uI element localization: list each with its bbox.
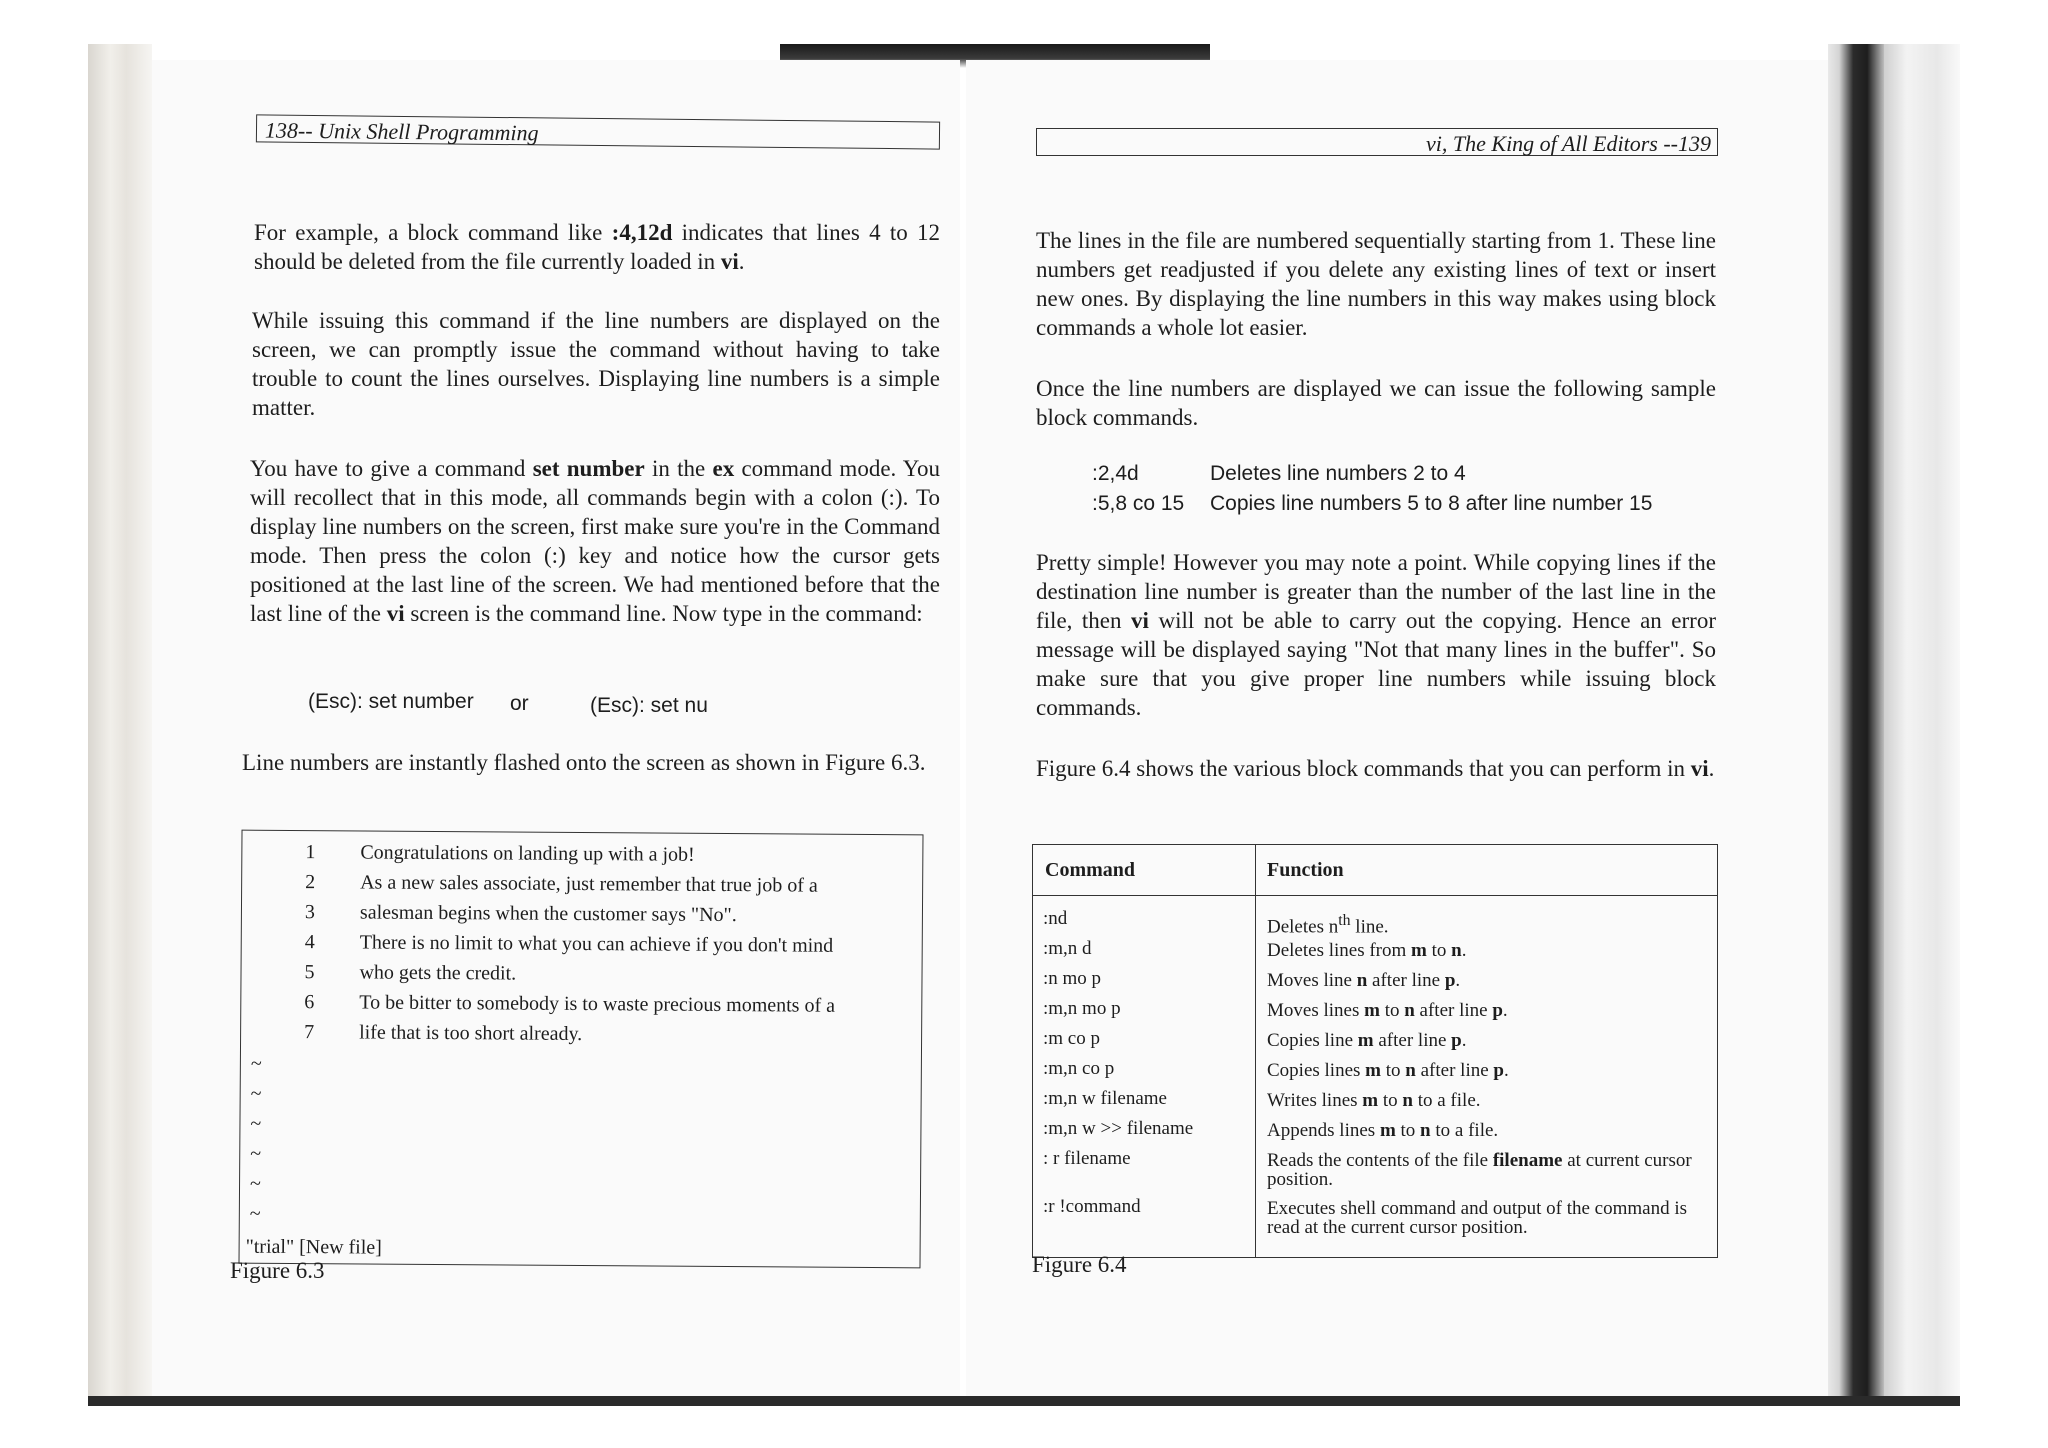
table-cell-function: Deletes lines from m to n. — [1267, 940, 1467, 961]
table-cell-command: :nd — [1043, 908, 1068, 929]
text: . — [738, 249, 745, 274]
column-divider — [1255, 845, 1256, 1257]
table-cell-command: :m co p — [1043, 1028, 1100, 1049]
table-cell-command: :m,n mo p — [1043, 998, 1121, 1019]
bold-text: vi — [720, 249, 739, 274]
right-paragraph-2: Once the line numbers are displayed we can issue the following sample block commands. — [1036, 376, 1716, 430]
bold-text: vi — [1690, 756, 1709, 781]
table-cell-command: :m,n w >> filename — [1043, 1118, 1194, 1139]
table-cell-function: Writes lines m to n to a file. — [1267, 1090, 1481, 1111]
left-running-head-text: 138-- Unix Shell Programming — [264, 117, 539, 146]
table-cell-command: :m,n co p — [1043, 1058, 1115, 1079]
line-text: As a new sales associate, just remember that true job of a — [360, 871, 818, 897]
table-cell-function: Copies line m after line p. — [1267, 1030, 1467, 1051]
tilde-marker: ~ — [249, 1172, 261, 1195]
left-running-head — [256, 114, 940, 149]
table-cell-function: Moves line n after line p. — [1267, 970, 1461, 991]
header-divider — [1033, 895, 1717, 896]
text: indicates that lines 4 to 12 should be deleted from the file currently loaded in — [254, 220, 940, 274]
sample-command-2: :5,8 co 15 — [1092, 492, 1185, 515]
sample-desc-1: Deletes line numbers 2 to 4 — [1210, 462, 1466, 485]
right-running-head-text: vi, The King of All Editors --139 — [1426, 131, 1711, 156]
bold-text: set number — [532, 456, 645, 481]
page-stack — [1884, 44, 1960, 1406]
scan-left-edge — [88, 44, 152, 1404]
text: command mode. You will recollect that in this mode, all commands begin with a colon (:). To display line numbers on the screen, first make sure you're in the Command mode. Then press the colon (:) key and notice how the cursor gets positioned at the last line of the screen. We had mentioned before that the last line of the — [250, 456, 940, 626]
right-page — [966, 60, 1828, 1396]
line-text: who gets the credit. — [359, 961, 517, 985]
line-number: 7 — [304, 1021, 315, 1044]
table-cell-function: Executes shell command and output of the command is read at the current cursor position. — [1267, 1198, 1688, 1238]
left-paragraph-2: While issuing this command if the line numbers are displayed on the screen, we can promptly issue the command without having to take trouble to count the lines ourselves. Displaying line numbers is a simple matter. — [252, 308, 940, 420]
table-cell-command: :n mo p — [1043, 968, 1102, 989]
left-paragraph-4: Line numbers are instantly flashed onto the screen as shown in Figure 6.3. — [242, 750, 926, 775]
text: Figure 6.4 shows the various block commands that you can perform in — [1036, 756, 1691, 781]
bold-text: vi — [386, 601, 405, 626]
bold-text: vi — [1131, 608, 1149, 633]
status-line: "trial" [New file] — [245, 1235, 382, 1259]
figure-6-3-terminal — [238, 830, 923, 1269]
book-right-edge — [1828, 44, 1884, 1406]
command-example-2: (Esc): set nu — [590, 694, 708, 717]
tilde-marker: ~ — [250, 1052, 262, 1075]
scan-bottom-edge — [88, 1396, 1960, 1406]
table-cell-command: : r filename — [1043, 1148, 1131, 1169]
command-example-or: or — [510, 692, 529, 715]
left-paragraph-3 — [250, 454, 940, 628]
right-paragraph-4 — [1036, 754, 1716, 783]
tilde-marker: ~ — [250, 1112, 262, 1135]
right-paragraph-1: The lines in the file are numbered sequentially starting from 1. These line numbers get readjusted if you delete any existing lines of text or insert new ones. By displaying the line numbers in this way makes using block commands a whole lot easier. — [1036, 228, 1716, 340]
bold-text: ex — [712, 456, 735, 481]
tilde-marker: ~ — [250, 1082, 262, 1105]
table-cell-command: :r !command — [1043, 1196, 1141, 1217]
table-cell-command: :m,n d — [1043, 938, 1092, 959]
line-number: 1 — [305, 841, 316, 864]
line-text: There is no limit to what you can achieve if you don't mind — [359, 931, 834, 957]
text: in the — [644, 456, 713, 481]
line-text: To be bitter to somebody is to waste precious moments of a — [359, 991, 836, 1017]
left-page — [152, 60, 960, 1396]
tilde-marker: ~ — [249, 1202, 261, 1225]
figure-6-4-caption: Figure 6.4 — [1032, 1252, 1127, 1277]
sample-command-1: :2,4d — [1092, 462, 1139, 485]
table-cell-command: :m,n w filename — [1043, 1088, 1167, 1109]
column-header-command: Command — [1045, 859, 1136, 881]
line-text: Congratulations on landing up with a job! — [360, 841, 695, 866]
text: . — [1708, 756, 1715, 781]
right-running-head — [1036, 128, 1718, 156]
text: Pretty simple! However you may note a point. While copying lines if the destination line number is greater than the number of the last line in the file, then — [1036, 550, 1716, 633]
table-cell-function: Copies lines m to n after line p. — [1267, 1060, 1509, 1081]
text: screen is the command line. Now type in the command: — [404, 601, 923, 626]
figure-6-4-table — [1032, 844, 1718, 1258]
line-number: 2 — [305, 871, 316, 894]
table-cell-function: Appends lines m to n to a file. — [1267, 1120, 1499, 1141]
line-text: life that is too short already. — [359, 1021, 583, 1046]
line-number: 4 — [304, 931, 315, 954]
line-text: salesman begins when the customer says "No". — [359, 901, 737, 927]
left-paragraph-1 — [254, 218, 940, 276]
right-paragraph-3 — [1036, 548, 1716, 722]
sample-desc-2: Copies line numbers 5 to 8 after line number 15 — [1210, 492, 1653, 515]
table-cell-function: Deletes $n^{th}$ line. — [1267, 912, 1389, 938]
line-number: 3 — [304, 901, 316, 924]
column-header-function: Function — [1267, 859, 1344, 881]
text: will not be able to carry out the copying. Hence an error message will be displayed saying "Not that many lines in the buffer". So make sure that you give proper line numbers while issuing block commands. — [1036, 608, 1716, 720]
line-number: 5 — [304, 961, 315, 984]
text: For example, a block command like — [254, 220, 612, 245]
text: You have to give a command — [250, 456, 533, 481]
tilde-marker: ~ — [250, 1142, 262, 1165]
bold-text: :4,12d — [611, 220, 673, 245]
line-number: 6 — [304, 991, 315, 1014]
command-example-1: (Esc): set number — [308, 690, 474, 713]
figure-6-3-caption: Figure 6.3 — [230, 1258, 325, 1283]
table-cell-function: Moves lines m to n after line p. — [1267, 1000, 1508, 1021]
table-cell-function: Reads the contents of the file filename at current cursor position. — [1267, 1150, 1692, 1190]
